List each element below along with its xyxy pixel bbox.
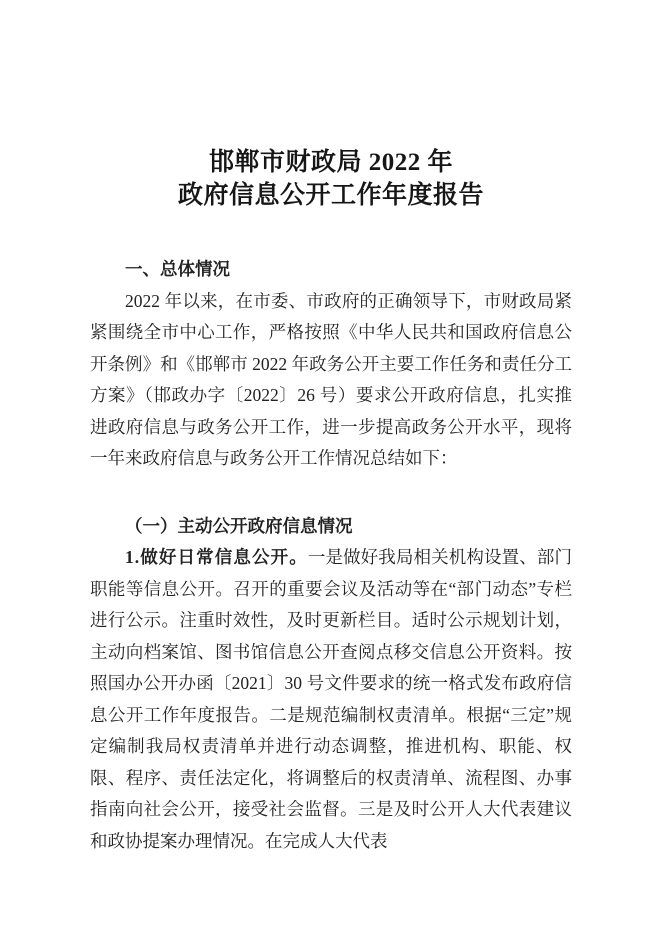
item1-lead-bold: 1.做好日常信息公开。 — [125, 547, 308, 567]
subsection-heading-proactive-disclosure: （一）主动公开政府信息情况 — [125, 515, 353, 536]
document-title-line1: 邯郸市财政局 2022 年 — [208, 149, 453, 176]
intro-paragraph: 2022 年以来，在市委、市政府的正确领导下，市财政局紧紧围绕全市中心工作，严格按照《中华人民共和国政府信息公开条例》和《邯郸市 2022 年政务公开主要工作任务和责任分工方案》（邯政办字〔2022〕26 号）要求公开政府信息，扎实推进政府信息与政务公开工作，进一步提高政务公开水平，现将一年来政府信息与政务公开工作情况总结如下： — [90, 290, 572, 468]
item1-paragraph — [90, 542, 572, 857]
item1-body-text: 一是做好我局相关机构设置、部门职能等信息公开。召开的重要会议及活动等在“部门动态”专栏进行公示。注重时效性，及时更新栏目。适时公示规划计划，主动向档案馆、图书馆信息公开查阅点移交信息公开资料。按照国办公开办函〔2021〕30 号文件要求的统一格式发布政府信息公开工作年度报告。二是规范编制权责清单。根据“三定”规定编制我局权责清单并进行动态调整，推进机构、职能、权限、程序、责任法定化，将调整后的权责清单、流程图、办事指南向社会公开，接受社会监督。三是及时公开人大代表建议和政协提案办理情况。在完成人大代表 — [90, 547, 573, 851]
section-heading-overall: 一、总体情况 — [125, 259, 230, 279]
document-title — [90, 146, 572, 212]
document-title-line2: 政府信息公开工作年度报告 — [177, 182, 484, 209]
